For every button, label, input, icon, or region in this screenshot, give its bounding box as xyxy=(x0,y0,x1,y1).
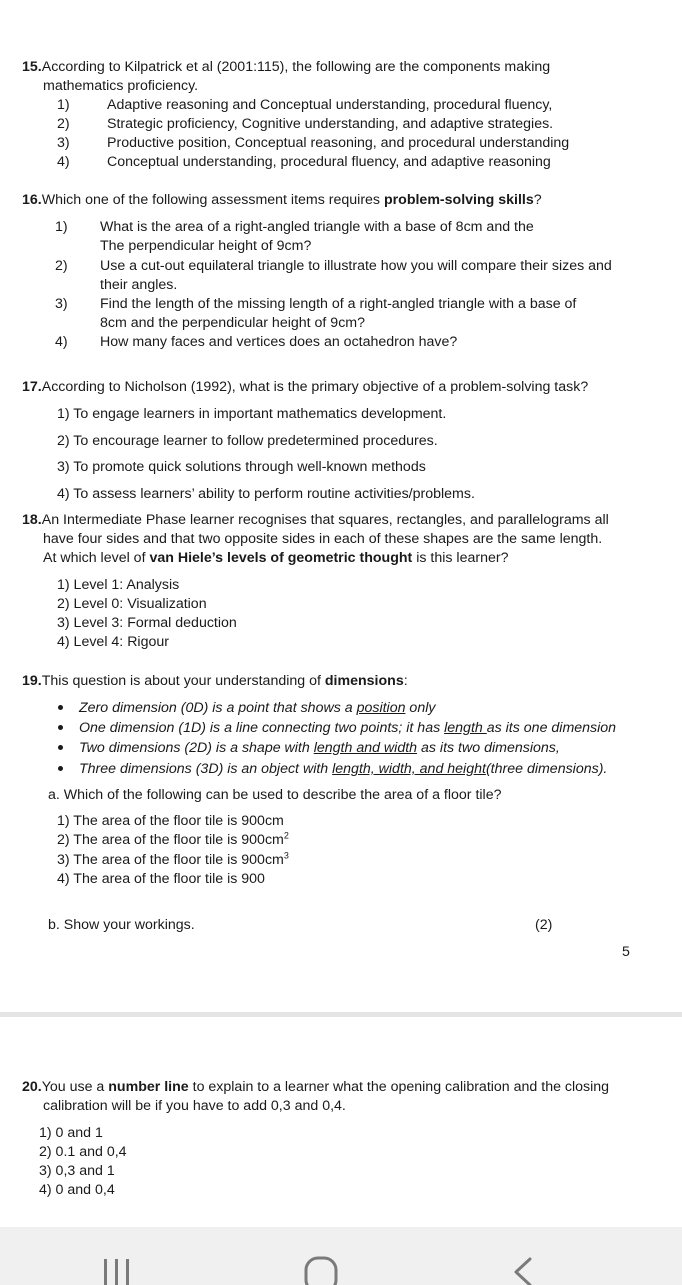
bullet-icon xyxy=(58,705,63,710)
question-19-part-b: b. Show your workings. xyxy=(48,917,195,933)
option-text: Productive position, Conceptual reasoning, and procedural understanding xyxy=(107,135,570,151)
question-18-stem-line3: At which level of van Hiele’s levels of geometric thought is this learner? xyxy=(43,550,509,566)
option-text: Conceptual understanding, procedural fluency, and adaptive reasoning xyxy=(107,154,551,170)
option-text: 3) To promote quick solutions through well-known methods xyxy=(57,459,426,475)
question-17-stem: 17.According to Nicholson (1992), what is the primary objective of a problem-solving task? xyxy=(22,379,589,395)
option-text: Find the length of the missing length of a right-angled triangle with a base of xyxy=(100,296,577,312)
option-text: Adaptive reasoning and Conceptual understanding, procedural fluency, xyxy=(107,97,553,113)
option-text: 3) Level 3: Formal deduction xyxy=(57,615,237,631)
marks-label: (2) xyxy=(535,917,553,933)
dimension-bullet: Two dimensions (2D) is a shape with length and width as its two dimensions, xyxy=(79,740,560,756)
recent-apps-icon[interactable] xyxy=(100,1257,134,1285)
option-text: 4) 0 and 0,4 xyxy=(39,1182,115,1198)
question-20-stem: 20.You use a number line to explain to a learner what the opening calibration and the closing xyxy=(22,1079,610,1095)
option-text: Strategic proficiency, Cognitive understanding, and adaptive strategies. xyxy=(107,116,554,132)
option-text: The perpendicular height of 9cm? xyxy=(100,238,312,254)
option-text: 4) Level 4: Rigour xyxy=(57,634,169,650)
option-number: 2) xyxy=(57,116,70,132)
question-15-stem-line2: mathematics proficiency. xyxy=(43,78,199,94)
dimension-bullet: One dimension (1D) is a line connecting two points; it has length as its one dimension xyxy=(79,720,617,736)
question-number: 20. xyxy=(22,1079,42,1095)
back-icon[interactable] xyxy=(508,1255,538,1285)
dimension-bullet: Three dimensions (3D) is an object with length, width, and height(three dimensions). xyxy=(79,761,608,777)
question-20-stem-line2: calibration will be if you have to add 0,3 and 0,4. xyxy=(43,1098,346,1114)
option-text: 4) To assess learners’ ability to perform routine activities/problems. xyxy=(57,486,475,502)
system-navigation-bar xyxy=(0,1227,682,1285)
option-text: How many faces and vertices does an octahedron have? xyxy=(100,334,458,350)
option-text: What is the area of a right-angled triangle with a base of 8cm and the xyxy=(100,219,534,235)
home-icon[interactable] xyxy=(300,1255,342,1285)
question-number: 16. xyxy=(22,192,42,208)
option-number: 4) xyxy=(55,334,68,350)
option-text: Use a cut-out equilateral triangle to illustrate how you will compare their sizes and xyxy=(100,258,612,274)
option-text: 1) 0 and 1 xyxy=(39,1125,103,1141)
option-text: 4) The area of the floor tile is 900 xyxy=(57,871,265,887)
question-15-stem: 15.According to Kilpatrick et al (2001:115), the following are the components making xyxy=(22,59,551,75)
option-text: their angles. xyxy=(100,277,178,293)
question-18-stem: 18.An Intermediate Phase learner recognises that squares, rectangles, and parallelograms all xyxy=(22,512,609,528)
option-text: 1) To engage learners in important mathematics development. xyxy=(57,406,447,422)
dimension-bullet: Zero dimension (0D) is a point that shows a position only xyxy=(79,700,436,716)
option-text: 3) The area of the floor tile is $900cm^3$ xyxy=(57,850,289,868)
option-text: 2) To encourage learner to follow predetermined procedures. xyxy=(57,433,438,449)
question-18-stem-line2: have four sides and that two opposite sides in each of these shapes are the same length. xyxy=(43,531,603,547)
page-number: 5 xyxy=(622,944,630,960)
question-19-stem: 19.This question is about your understanding of dimensions: xyxy=(22,673,408,689)
bullet-icon xyxy=(58,766,63,771)
question-number: 17. xyxy=(22,379,42,395)
bullet-icon xyxy=(58,745,63,750)
option-number: 1) xyxy=(57,97,70,113)
question-19-part-a: a. Which of the following can be used to describe the area of a floor tile? xyxy=(48,787,502,803)
option-number: 4) xyxy=(57,154,70,170)
question-number: 15. xyxy=(22,59,42,75)
option-text: 2) 0.1 and 0,4 xyxy=(39,1144,127,1160)
option-number: 1) xyxy=(55,219,68,235)
option-text: 3) 0,3 and 1 xyxy=(39,1163,115,1179)
option-text: 1) The area of the floor tile is 900cm xyxy=(57,813,284,829)
option-text: 8cm and the perpendicular height of 9cm? xyxy=(100,315,365,331)
question-number: 19. xyxy=(22,673,42,689)
option-text: 1) Level 1: Analysis xyxy=(57,577,180,593)
option-number: 2) xyxy=(55,258,68,274)
bullet-icon xyxy=(58,725,63,730)
option-number: 3) xyxy=(55,296,68,312)
question-number: 18. xyxy=(22,512,42,528)
option-text: 2) The area of the floor tile is $900cm^2$ xyxy=(57,830,289,848)
option-number: 3) xyxy=(57,135,70,151)
document-page-2 xyxy=(0,1017,682,1227)
option-text: 2) Level 0: Visualization xyxy=(57,596,207,612)
question-16-stem: 16.Which one of the following assessment items requires problem-solving skills? xyxy=(22,192,542,208)
